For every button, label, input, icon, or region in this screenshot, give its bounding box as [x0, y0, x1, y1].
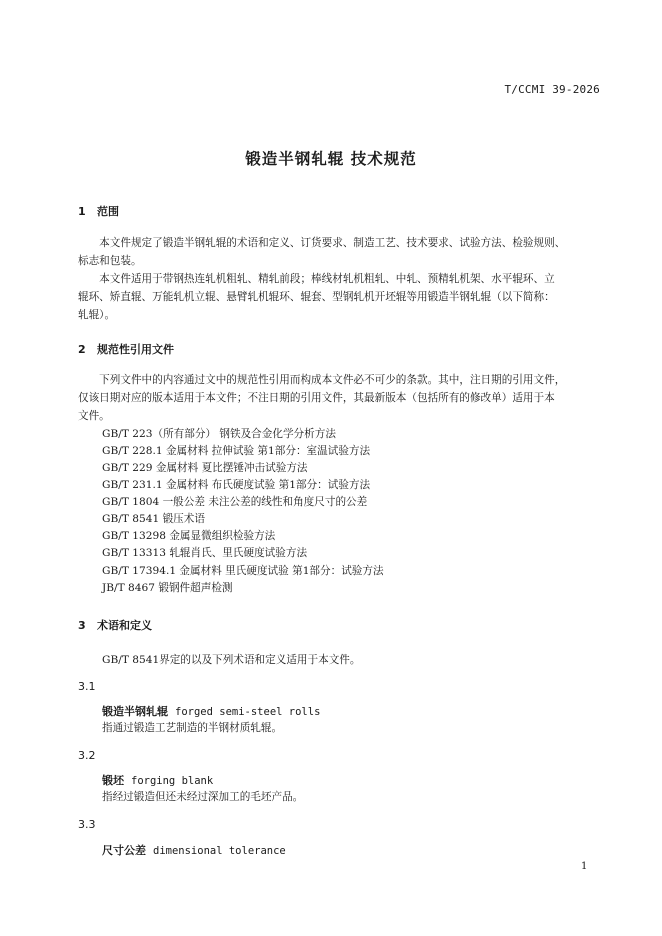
term-definition: 指通过锻造工艺制造的半钢材质轧辊。 — [102, 722, 283, 734]
section-number: 2 — [78, 343, 86, 356]
term-chinese: 锻坯 — [102, 774, 124, 787]
reference-item: GB/T 228.1 金属材料 拉伸试验 第1部分：室温试验方法 — [102, 445, 371, 457]
section-title: 范围 — [97, 205, 119, 218]
page-number: 1 — [581, 861, 588, 872]
text-line: 标志和包装。 — [78, 255, 142, 267]
text-line: 仅该日期对应的版本适用于本文件；不注日期的引用文件，其最新版本（包括所有的修改单）适用于本 — [78, 392, 555, 404]
term-chinese: 锻造半钢轧辊 — [102, 705, 168, 718]
clause-number: 3.3 — [78, 818, 96, 831]
text-line: 辊环、矫直辊、万能轧机立辊、悬臂轧机辊环、辊套、型钢轧机开坯辊等用锻造半钢轧辊（以下简称： — [78, 291, 555, 303]
term-english: dimensional tolerance — [153, 845, 286, 857]
term-definition: 指经过锻造但还未经过深加工的毛坯产品。 — [102, 791, 304, 803]
text-line: 下列文件中的内容通过文中的规范性引用而构成本文件必不可少的条款。其中，注日期的引用文件， — [78, 374, 566, 386]
section-title: 规范性引用文件 — [97, 343, 174, 356]
reference-item: GB/T 229 金属材料 夏比摆锤冲击试验方法 — [102, 462, 308, 474]
term-entry — [102, 842, 286, 858]
section-number: 1 — [78, 205, 86, 218]
term-entry — [102, 703, 320, 719]
term-entry — [102, 772, 213, 788]
standard-number: T/CCMI 39-2026 — [504, 83, 600, 96]
section-3-heading — [78, 617, 152, 633]
scope-paragraph — [78, 234, 602, 324]
reference-item: GB/T 231.1 金属材料 布氏硬度试验 第1部分：试验方法 — [102, 479, 371, 491]
section-1-heading — [78, 203, 119, 219]
reference-item: JB/T 8467 锻钢件超声检测 — [102, 582, 233, 594]
text-line: 轧辊）。 — [78, 309, 116, 321]
clause-number: 3.1 — [78, 680, 96, 693]
reference-item: GB/T 8541 锻压术语 — [102, 513, 205, 525]
reference-item: GB/T 13313 轧辊肖氏、里氏硬度试验方法 — [102, 547, 308, 559]
reference-item: GB/T 1804 一般公差 未注公差的线性和角度尺寸的公差 — [102, 496, 368, 508]
section-title: 术语和定义 — [97, 619, 152, 632]
section-number: 3 — [78, 619, 86, 632]
text-line: 文件。 — [78, 410, 110, 422]
term-english: forged semi-steel rolls — [175, 706, 321, 718]
reference-item: GB/T 17394.1 金属材料 里氏硬度试验 第1部分：试验方法 — [102, 565, 384, 577]
text-line: 本文件适用于带钢热连轧机粗轧、精轧前段；棒线材轧机粗轧、中轧、预精轧机架、水平辊环、立 — [78, 273, 555, 285]
term-english: forging blank — [131, 775, 214, 787]
document-title: 锻造半钢轧辊 技术规范 — [245, 150, 417, 168]
normative-paragraph — [78, 371, 602, 425]
clause-number: 3.2 — [78, 749, 96, 762]
text-line: 本文件规定了锻造半钢轧辊的术语和定义、订货要求、制造工艺、技术要求、试验方法、检验规则、 — [78, 237, 566, 249]
terms-intro: GB/T 8541界定的以及下列术语和定义适用于本文件。 — [102, 654, 361, 666]
term-chinese: 尺寸公差 — [102, 844, 146, 857]
reference-item: GB/T 13298 金属显微组织检验方法 — [102, 530, 276, 542]
reference-item: GB/T 223（所有部分） 钢铁及合金化学分析方法 — [102, 428, 336, 440]
section-2-heading — [78, 341, 174, 357]
